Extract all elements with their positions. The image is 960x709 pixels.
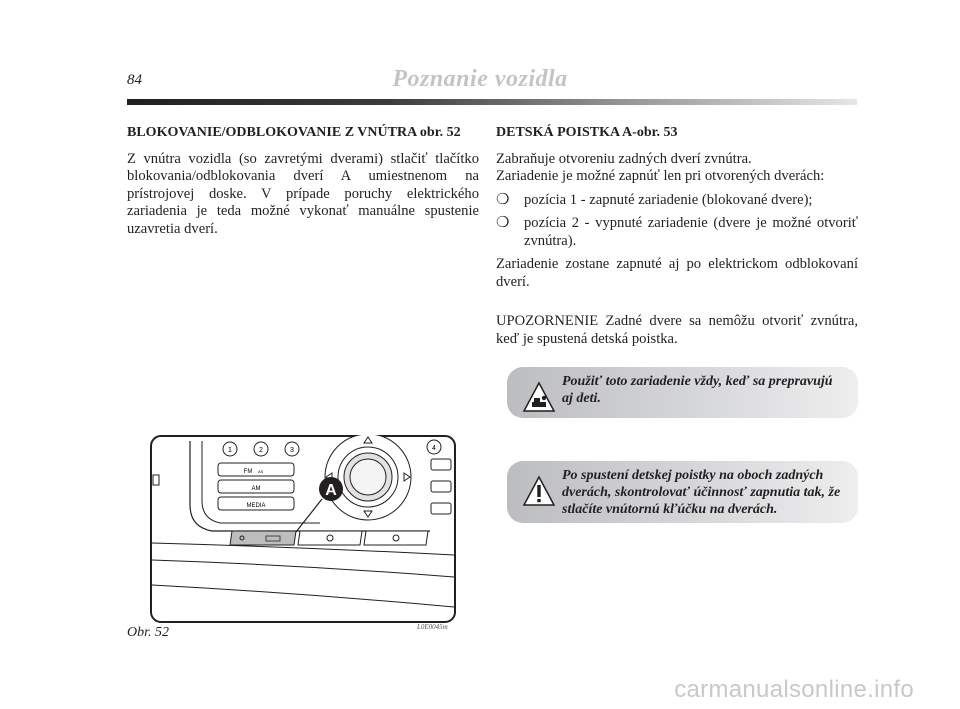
key-label-am: AM [251, 486, 261, 492]
callout-label: A [325, 482, 337, 499]
figure-code: L0E0045m [417, 623, 448, 631]
page-number: 84 [127, 72, 142, 88]
key-label-media: MEDIA [246, 503, 266, 509]
note-box-children [507, 367, 858, 418]
note-text: Použiť toto zariadenie vždy, keď sa prepravujú aj deti. [562, 374, 833, 406]
key-label-as: AS [258, 469, 264, 474]
key-label-fm: FM [243, 469, 253, 475]
section-heading-child-lock: DETSKÁ POISTKA A-obr. 53 [496, 125, 678, 140]
child-lock-warning: UPOZORNENIE Zadné dvere sa nemôžu otvoriť zvnútra, keď je spustená detská poistka. [496, 313, 858, 347]
child-seat-warning-icon [522, 381, 556, 413]
bullet-text: pozícia 2 - vypnuté zariadenie (dvere je možné otvoriť zvnútra). [524, 215, 858, 249]
bullet-item [496, 192, 858, 210]
child-lock-intro-1: Zabraňuje otvoreniu zadných dverí zvnútra. [496, 150, 752, 167]
bullet-item [496, 215, 858, 250]
left-column [127, 124, 479, 238]
bullet-text: pozícia 1 - zapnuté zariadenie (blokované dvere); [524, 191, 813, 208]
dashboard-illustration [150, 435, 456, 623]
watermark: carmanualsonline.info [674, 676, 914, 703]
section-heading-locking: BLOKOVANIE/ODBLOKOVANIE Z VNÚTRA obr. 52 [127, 125, 461, 140]
page-title: Poznanie vozidla [392, 66, 568, 92]
figure-dashboard [150, 435, 456, 623]
figure-caption: Obr. 52 [127, 625, 170, 640]
warning-triangle-icon [522, 475, 556, 507]
button-label: 1 [228, 447, 232, 454]
button-label: 2 [259, 447, 263, 454]
note-text: Po spustení detskej poistky na oboch zadných dverách, skontrolovať účinnosť zapnutia tak, že stlačíte vnútornú kľúčku na dverách. [562, 468, 841, 517]
button-label: 4 [432, 445, 436, 452]
bullet-circle-icon: ❍ [496, 215, 510, 231]
button-label: 3 [290, 447, 294, 454]
note-box-check [507, 461, 858, 523]
child-lock-intro-2: Zariadenie je možné zapnúť len pri otvorených dverách: [496, 168, 825, 184]
bullet-circle-icon: ❍ [496, 191, 510, 208]
right-column [496, 124, 858, 348]
header-rule [127, 99, 857, 105]
locking-paragraph: Z vnútra vozidla (so zavretými dverami) stlačiť tlačítko blokovania/odblokovania dverí A umiestnenom na prístrojovej doske. V prípade poruchy elektrického zariadenia je teda možné vykonať manuálne spustenie uzavretia dverí. [127, 150, 479, 237]
child-lock-after: Zariadenie zostane zapnuté aj po elektrickom odblokovaní dverí. [496, 256, 858, 290]
